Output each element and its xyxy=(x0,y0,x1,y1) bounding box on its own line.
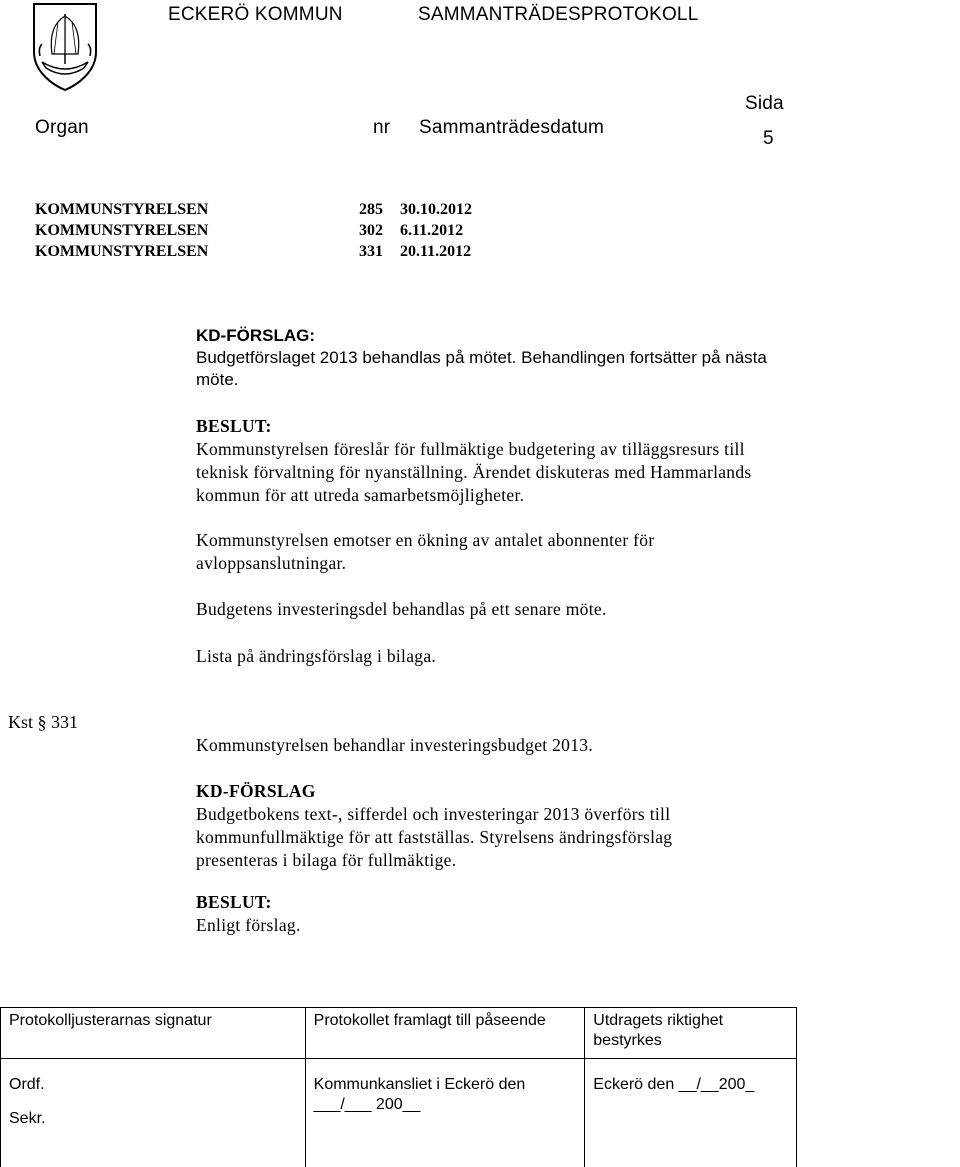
certification-cell: Eckerö den __/__200_ xyxy=(585,1059,797,1167)
decision-block-1 xyxy=(196,415,761,507)
proposal-text: Budgetbokens text-, sifferdel och investeringar 2013 överförs till kommunfullmäktige för att fastställas. Styrelsens ändringsförslag presenteras i bilaga för fullmäktige. xyxy=(196,804,673,870)
nr-label: nr xyxy=(373,117,391,138)
certification-header-cell: Utdragets riktighet bestyrkes xyxy=(585,1008,797,1059)
decision-paragraph: Kommunstyrelsen emotser en ökning av antalet abonnenter för avloppsanslutningar. xyxy=(196,530,655,573)
decision-heading: BESLUT: xyxy=(196,416,272,436)
display-header-cell: Protokollet framlagt till påseende xyxy=(305,1008,585,1059)
proposal-text: Budgetförslaget 2013 behandlas på mötet. Behandlingen fortsätter på nästa möte. xyxy=(196,348,767,389)
chairman-label: Ordf. xyxy=(9,1076,45,1093)
municipal-coat-of-arms-icon xyxy=(32,2,98,92)
proposal-heading: KD-FÖRSLAG xyxy=(196,781,316,801)
signature-header-cell: Protokolljusterarnas signatur xyxy=(1,1008,306,1059)
meeting-nr: 331 xyxy=(359,243,383,260)
section-label: Kst § 331 xyxy=(8,712,79,732)
signature-cell xyxy=(1,1059,306,1167)
decision-paragraph: Lista på ändringsförslag i bilaga. xyxy=(196,646,437,666)
meeting-nr: 302 xyxy=(359,222,383,239)
meeting-date: 6.11.2012 xyxy=(400,222,464,239)
document-type: SAMMANTRÄDESPROTOKOLL xyxy=(418,4,699,25)
decision-block-2 xyxy=(196,891,756,937)
meeting-organ: KOMMUNSTYRELSEN xyxy=(35,201,209,218)
signature-table-header-row xyxy=(1,1008,797,1059)
date-label: Sammanträdesdatum xyxy=(419,117,605,138)
meeting-nr: 285 xyxy=(359,201,383,218)
page-number: 5 xyxy=(763,128,774,149)
display-cell: Kommunkansliet i Eckerö den ___/___ 200__ xyxy=(305,1059,585,1167)
meeting-date: 20.11.2012 xyxy=(400,243,472,260)
decision-text: Enligt förslag. xyxy=(196,915,301,935)
decision-heading: BESLUT: xyxy=(196,892,272,912)
organ-label: Organ xyxy=(35,117,89,138)
proposal-block-2 xyxy=(196,780,726,872)
municipality-name: ECKERÖ KOMMUN xyxy=(168,4,343,25)
section-title: Kommunstyrelsen behandlar investeringsbudget 2013. xyxy=(196,735,594,755)
page-label: Sida xyxy=(745,93,784,114)
signature-table-body-row xyxy=(1,1059,797,1167)
meeting-organ: KOMMUNSTYRELSEN xyxy=(35,222,209,239)
meeting-date: 30.10.2012 xyxy=(400,201,472,218)
meeting-organ: KOMMUNSTYRELSEN xyxy=(35,243,209,260)
proposal-heading: KD-FÖRSLAG: xyxy=(196,326,315,345)
secretary-label: Sekr. xyxy=(9,1110,46,1127)
decision-text: Kommunstyrelsen föreslår för fullmäktige budgetering av tilläggsresurs till teknisk förvaltning för nyanställning. Ärendet diskuteras med Hammarlands kommun för att utreda samarbetsmöjligheter. xyxy=(196,439,752,505)
proposal-block-1 xyxy=(196,325,796,391)
decision-paragraph: Budgetens investeringsdel behandlas på ett senare möte. xyxy=(196,599,607,619)
signature-table xyxy=(0,1007,797,1167)
